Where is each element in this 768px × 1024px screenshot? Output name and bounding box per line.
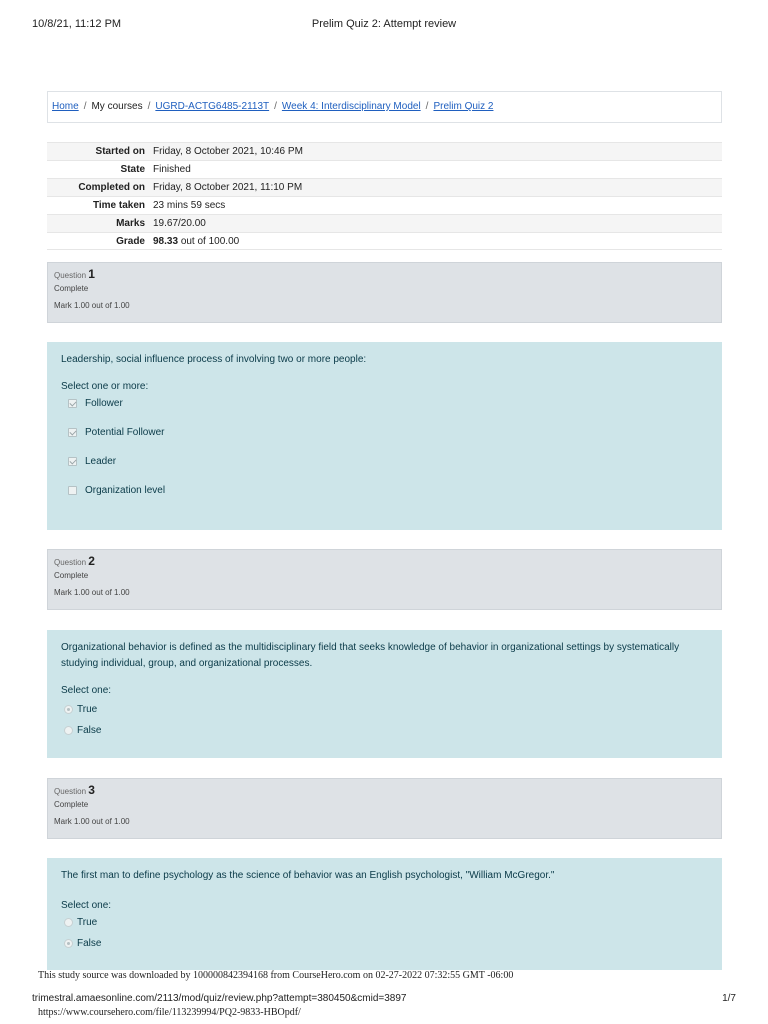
page-number: 1/7 — [722, 993, 736, 1004]
question-state: Complete — [54, 571, 89, 580]
answer-prompt: Select one: — [61, 685, 112, 696]
print-footer — [32, 993, 736, 1004]
option-label: True — [77, 917, 98, 928]
radio-unselected[interactable] — [64, 726, 73, 735]
summary-value: Friday, 8 October 2021, 11:10 PM — [153, 182, 303, 193]
question-number: Question 3 — [54, 783, 95, 797]
summary-row-grade — [47, 232, 722, 250]
attempt-summary-table — [47, 142, 722, 250]
print-footer-url: trimestral.amaesonline.com/2113/mod/quiz/review.php?attempt=380450&cmid=3897 — [32, 993, 407, 1004]
summary-value: Friday, 8 October 2021, 10:46 PM — [153, 146, 303, 157]
answer-option[interactable] — [61, 917, 708, 928]
checkbox-checked[interactable] — [68, 457, 77, 466]
answer-option[interactable] — [61, 485, 708, 496]
breadcrumb-home-link[interactable]: Home — [52, 101, 79, 112]
summary-row-state — [47, 160, 722, 178]
print-page-title: Prelim Quiz 2: Attempt review — [311, 18, 457, 30]
summary-label: Grade — [116, 235, 145, 247]
option-label: False — [77, 725, 102, 736]
answer-option[interactable] — [61, 456, 708, 467]
print-header — [32, 18, 736, 32]
option-label: Potential Follower — [85, 427, 165, 438]
question-text: The first man to define psychology as the science of behavior was an English psychologist, "William McGregor." — [61, 870, 555, 881]
download-watermark-note: This study source was downloaded by 100000842394168 from CourseHero.com on 02-27-2022 07:32:55 GMT -06:00 — [38, 970, 514, 981]
question-text: Leadership, social influence process of involving two or more people: — [61, 354, 367, 365]
summary-label: Time taken — [92, 200, 145, 211]
option-label: Organization level — [85, 485, 166, 496]
grade-suffix: out of 100.00 — [180, 235, 240, 247]
question-content-3 — [47, 858, 722, 970]
question-content-1 — [47, 342, 722, 530]
summary-row-completed — [47, 178, 722, 196]
radio-unselected[interactable] — [64, 918, 73, 927]
option-label: False — [77, 938, 102, 949]
answer-option[interactable] — [61, 427, 708, 438]
answer-option[interactable] — [61, 704, 708, 715]
question-state: Complete — [54, 284, 89, 293]
print-datetime: 10/8/21, 11:12 PM — [32, 18, 122, 30]
answer-option[interactable] — [61, 938, 708, 949]
summary-row-marks — [47, 214, 722, 232]
summary-label: State — [120, 164, 145, 175]
checkbox-checked[interactable] — [68, 428, 77, 437]
summary-value: 23 mins 59 secs — [153, 200, 226, 211]
summary-label: Marks — [116, 218, 145, 229]
breadcrumb-course-link[interactable]: UGRD-ACTG6485-2113T — [155, 101, 270, 112]
breadcrumb-separator: / — [274, 101, 277, 112]
summary-label: Started on — [95, 146, 145, 157]
question-mark: Mark 1.00 out of 1.00 — [54, 817, 130, 826]
source-url: https://www.coursehero.com/file/113239994/PQ2-9833-HBOpdf/ — [38, 1007, 301, 1018]
question-number: Question 1 — [54, 267, 95, 281]
breadcrumb-separator: / — [83, 101, 87, 112]
radio-selected[interactable] — [64, 939, 73, 948]
question-text: Organizational behavior is defined as the multidisciplinary field that seeks knowledge of behavior in organizational settings by systematically studying individual, group, and organizational processes. — [61, 642, 680, 669]
breadcrumb-separator: / — [147, 101, 151, 112]
answer-prompt: Select one: — [61, 900, 112, 911]
breadcrumb-quiz-link[interactable]: Prelim Quiz 2 — [433, 101, 494, 112]
summary-value: Finished — [153, 164, 191, 175]
question-content-2 — [47, 630, 722, 758]
summary-value — [149, 236, 239, 247]
breadcrumb — [47, 91, 722, 123]
checkbox-checked[interactable] — [68, 399, 77, 408]
question-state: Complete — [54, 800, 89, 809]
question-mark: Mark 1.00 out of 1.00 — [54, 301, 130, 310]
option-label: True — [77, 704, 98, 715]
question-info-3 — [47, 778, 722, 839]
question-info-2 — [47, 549, 722, 610]
question-mark: Mark 1.00 out of 1.00 — [54, 588, 130, 597]
grade-score: 98.33 — [153, 235, 179, 247]
question-number: Question 2 — [54, 554, 95, 568]
question-info-1 — [47, 262, 722, 323]
breadcrumb-separator: / — [425, 101, 429, 112]
summary-row-started — [47, 142, 722, 160]
answer-option[interactable] — [61, 725, 708, 736]
option-label: Follower — [85, 398, 123, 409]
summary-label: Completed on — [78, 182, 145, 193]
answer-option[interactable] — [61, 398, 708, 409]
checkbox-unchecked[interactable] — [68, 486, 77, 495]
option-label: Leader — [85, 456, 117, 467]
breadcrumb-my-courses: My courses — [91, 101, 143, 112]
summary-row-time-taken — [47, 196, 722, 214]
summary-value: 19.67/20.00 — [153, 218, 206, 229]
breadcrumb-week-link[interactable]: Week 4: Interdisciplinary Model — [281, 101, 421, 112]
answer-prompt: Select one or more: — [61, 381, 149, 392]
radio-selected[interactable] — [64, 705, 73, 714]
